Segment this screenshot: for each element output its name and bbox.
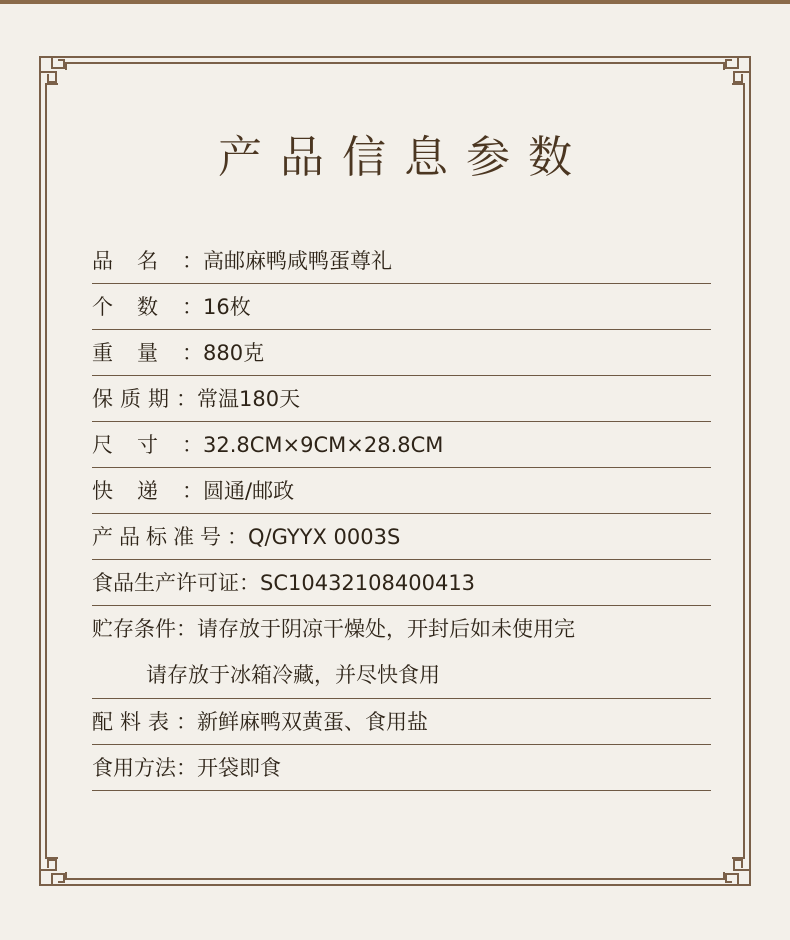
row-product-name [92, 238, 711, 284]
row-storage [92, 606, 711, 699]
row-label: 食品生产许可证 [92, 571, 239, 595]
row-value: 请存放于阴凉干燥处，开封后如未使用完 [197, 617, 575, 641]
row-label: 快递 [92, 479, 182, 503]
row-value: 32.8CM×9CM×28.8CM [203, 433, 444, 457]
row-colon: ： [182, 341, 203, 365]
page-title: 产品信息参数 [218, 132, 590, 183]
row-license [92, 560, 711, 606]
row-value-line2: 请存放于冰箱冷藏，并尽快食用 [146, 663, 440, 687]
row-size [92, 422, 711, 468]
row-weight [92, 330, 711, 376]
row-label: 重量 [92, 341, 182, 365]
row-usage [92, 745, 711, 791]
row-label: 个数 [92, 295, 182, 319]
row-value: Q/GYYX 0003S [248, 525, 401, 549]
row-delivery [92, 468, 711, 514]
row-value: 16枚 [203, 295, 251, 319]
row-label: 保质期 [92, 387, 176, 411]
row-colon: ： [182, 249, 203, 273]
row-value: SC10432108400413 [260, 571, 476, 595]
row-standard-number [92, 514, 711, 560]
row-colon: ： [176, 756, 197, 780]
row-ingredients [92, 699, 711, 745]
row-colon: ： [182, 433, 203, 457]
row-label: 配料表 [92, 710, 176, 734]
row-colon: ： [227, 525, 248, 549]
row-shelf-life [92, 376, 711, 422]
row-value: 开袋即食 [197, 756, 281, 780]
row-label: 品名 [92, 249, 182, 273]
row-value: 圆通/邮政 [203, 479, 295, 503]
row-colon: ： [239, 571, 260, 595]
row-label: 产品标准号 [92, 525, 227, 549]
row-colon: ： [176, 617, 197, 641]
row-value: 常温180天 [197, 387, 301, 411]
row-colon: ： [182, 295, 203, 319]
row-value: 新鲜麻鸭双黄蛋、食用盐 [197, 710, 428, 734]
product-info-list [92, 238, 711, 791]
row-colon: ： [176, 710, 197, 734]
row-value: 880克 [203, 341, 265, 365]
row-label: 尺寸 [92, 433, 182, 457]
row-label: 贮存条件 [92, 617, 176, 641]
row-count [92, 284, 711, 330]
row-colon: ： [182, 479, 203, 503]
row-value: 高邮麻鸭咸鸭蛋尊礼 [203, 249, 392, 273]
row-label: 食用方法 [92, 756, 176, 780]
row-colon: ： [176, 387, 197, 411]
